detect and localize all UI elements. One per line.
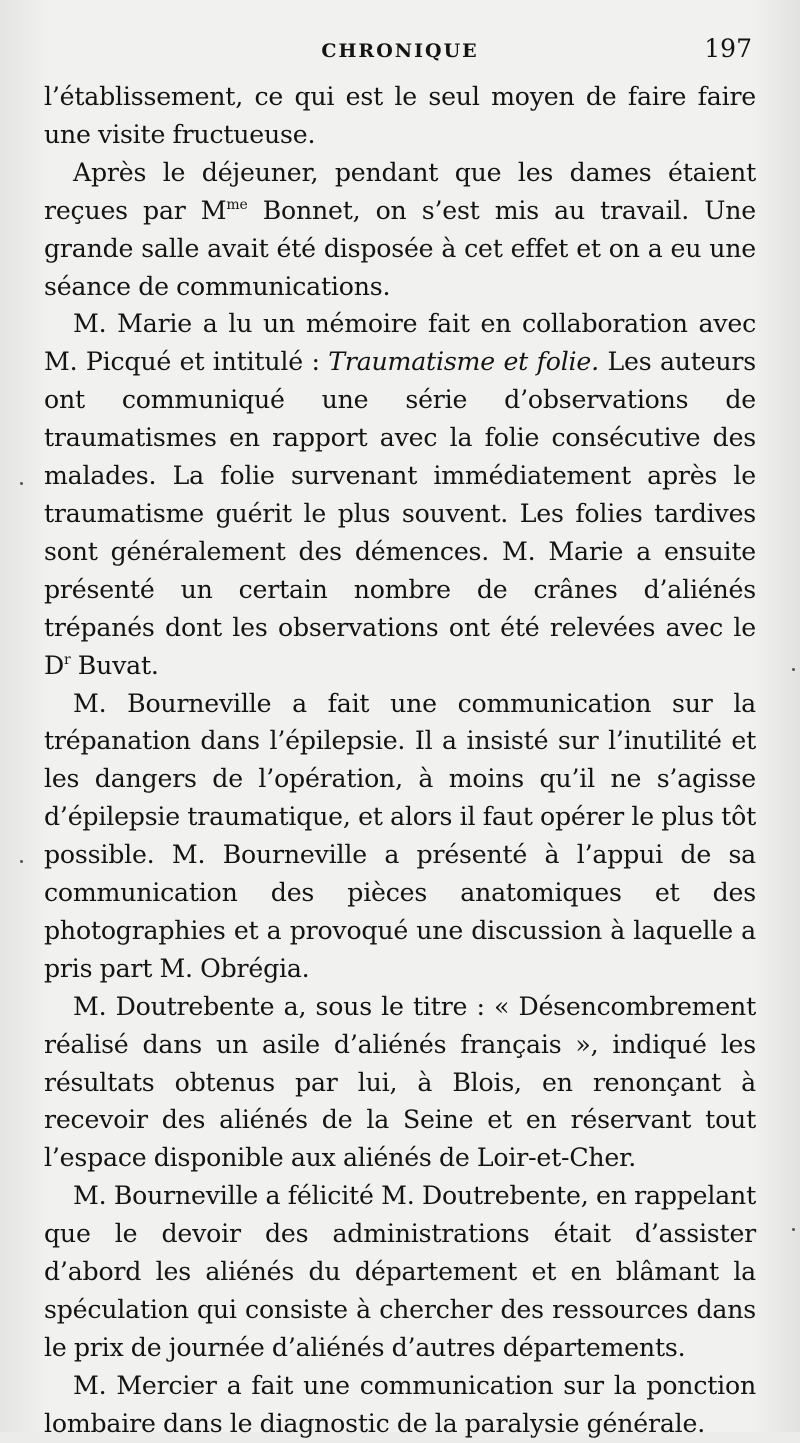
paragraph-2-part-2: Bonnet, on s’est mis au travail. Une grande salle avait été disposée à cet effet et on a eu une séance de communications. — [44, 195, 756, 301]
paragraph-3-part-2: Les auteurs ont communiqué une série d’observations de traumatismes en rapport avec la folie consécutive des malades. La folie survenant immédiatement après le traumatisme guérit le plus souvent. Les folies tardives sont généralement des démences. M. Marie a ensuite présenté un certain nombre de crânes d’aliénés trépanés dont les observations ont été relevées avec le D — [44, 347, 756, 680]
print-speck — [20, 860, 23, 863]
print-speck — [20, 482, 23, 485]
running-head — [44, 0, 756, 78]
page-number: 197 — [704, 34, 752, 63]
chronicle-text — [44, 78, 756, 1443]
paragraph-2 — [44, 154, 756, 306]
memoir-title: Traumatisme et folie. — [328, 347, 599, 377]
paragraph-2-part-1: Après le déjeuner, pendant que les dames étaient reçues par M — [44, 157, 756, 225]
paragraph-1: l’établissement, ce qui est le seul moyen de faire faire une visite fructueuse. — [44, 82, 756, 149]
paragraph-3-part-3: Buvat. — [70, 650, 159, 680]
docteur-superscript: r — [64, 651, 71, 668]
print-speck — [792, 668, 795, 671]
print-speck — [792, 1228, 795, 1231]
paragraph-5: M. Doutrebente a, sous le titre : « Désencombrement réalisé dans un asile d’aliénés français », indiqué les résultats obtenus par lui, à Blois, en renonçant à recevoir des aliénés de la Seine et en réservant tout l’espace disponible aux aliénés de Loir-et-Cher. — [44, 991, 756, 1173]
paragraph-4: M. Bourneville a fait une communication sur la trépanation dans l’épilepsie. Il a insisté sur l’inutilité et les dangers de l’opération, à moins qu’il ne s’agisse d’épilepsie traumatique, et alors il faut opérer le plus tôt possible. M. Bourneville a présenté à l’appui de sa communication des pièces anatomiques et des photographies et a provoqué une discussion à laquelle a pris part M. Obrégia. — [44, 688, 756, 983]
paragraph-7: M. Mercier a fait une communication sur la ponction lombaire dans le diagnostic de la paralysie générale. — [44, 1370, 756, 1438]
running-title: CHRONIQUE — [321, 40, 479, 62]
paragraph-3-part-1: M. Marie a lu un mémoire fait en collaboration avec M. Picqué et intitulé : — [44, 309, 756, 377]
paragraph-3 — [44, 305, 756, 684]
madame-superscript: me — [226, 196, 248, 213]
paragraph-6: M. Bourneville a félicité M. Doutrebente, en rappelant que le devoir des administrations était d’assister d’abord les aliénés du département et en blâmant la spéculation qui consiste à chercher des ressources dans le prix de journée d’aliénés d’autres départements. — [44, 1181, 756, 1362]
